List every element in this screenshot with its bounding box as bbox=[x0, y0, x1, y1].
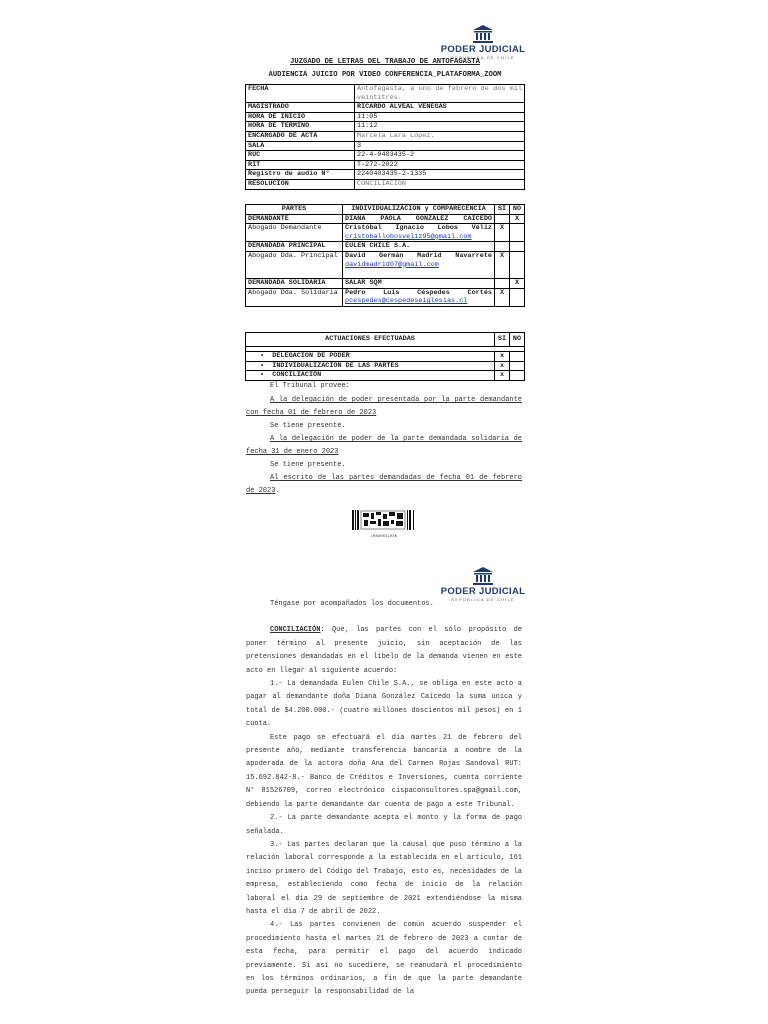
email-link[interactable]: pcespedes@cespedeseiglesias.cl bbox=[345, 297, 468, 306]
clause-3: 3.- Las partes declaran que la causal que puso término a la relación laboral corresponde a la establecida en el artículo, 161 inciso primero del Código del Trabajo, esto es, necesidades de la empresa, estableciendo como fecha de inicio de la relación laboral el día 29 de septiembre de 2021 extendiéndose la misma hasta el día 7 de abril de 2022. bbox=[246, 840, 522, 916]
conciliacion-paragraph: CONCILIACIÓN: Que, las partes con el sólo propósito de poner término al presente juicio, sin aceptación de las pretensiones demandadas en el libelo de la demanda vienen en este acto en llegar al siguiente acuerdo: bbox=[246, 626, 522, 675]
page-2-body bbox=[246, 598, 522, 1000]
parties-table: PARTES INDIVIDUALIZACION y COMPARECENCIA SI NO DEMANDANTE DIANA PAOLA GONZALEZ CAICEDO X Abogado Demandante Cristóbal Ignacio Lobos Véliz cristoballobosveliz95@gmail.com X DEMANDADA PRINCIPAL EULEN CHILE S.A. Abogado Dda. Principal David Germán Madrid Navarrete davidmadrid07@gmail.com X DEMANDADA SOLIDARIA SALAR SQM X Abogado Dda. Solidaria Pedro Luis Céspedes Cortés pcespedes@cespedeseiglesias.cl X bbox=[245, 204, 525, 307]
email-link[interactable]: davidmadrid07@gmail.com bbox=[345, 260, 439, 269]
barcode-text: LMAXHXSLHXN bbox=[370, 535, 398, 539]
tiene-presente-1: Se tiene presente. bbox=[270, 422, 346, 430]
info-row: RUC 22-4-0403435-2 bbox=[246, 151, 525, 161]
document-barcode bbox=[352, 510, 416, 539]
clause-1: 1.- La demandada Eulen Chile S.A., se obliga en este acto a pagar al demandante doña Diana González Caicedo la suma única y total de $4.200.000.- (cuatro millones doscientos mil pesos) en 1 cuota. bbox=[246, 680, 522, 729]
logo-brand: PODER JUDICIAL bbox=[440, 44, 526, 55]
delegation-paragraph-1: A la delegación de poder presentada por la parte demandante con fecha 01 de febrero de 2023 bbox=[246, 396, 522, 418]
info-row: SALA 3 bbox=[246, 141, 525, 151]
party-row: Abogado Dda. Solidaria Pedro Luis Céspedes Cortés pcespedes@cespedeseiglesias.cl X bbox=[246, 288, 525, 306]
courthouse-icon bbox=[472, 566, 494, 586]
party-row: DEMANDADA SOLIDARIA SALAR SQM X bbox=[246, 278, 525, 288]
tribunal-provee: El Tribunal provee: bbox=[270, 382, 350, 390]
acompanados-paragraph: Téngase por acompañados los documentos. bbox=[270, 600, 434, 608]
info-row: MAGISTRADO RICARDO ALVEAL VENEGAS bbox=[246, 103, 525, 113]
action-row: • INDIVIDUALIZACION DE LAS PARTES x bbox=[246, 361, 525, 371]
info-row: HORA DE INICIO 11:05 bbox=[246, 112, 525, 122]
court-title: JUZGADO DE LETRAS DEL TRABAJO DE ANTOFAGASTA bbox=[290, 58, 480, 66]
info-row: HORA DE TERMINO 11:12 bbox=[246, 122, 525, 132]
info-row: RIT T-272-2022 bbox=[246, 160, 525, 170]
info-row: RESOLUCION CONCILIACIÓN bbox=[246, 179, 525, 189]
hearing-title: AUDIENCIA JUICIO POR VIDEO CONFERENCIA_PLATAFORMA_ZOOM bbox=[268, 71, 502, 79]
payment-paragraph: Este pago se efectuará el día martes 21 de febrero del presente año, mediante transferencia bancaria a nombre de la apoderada de la actora doña Ana del Carmen Rojas Sandoval RUT: 15.692.842-8.- Banco de Créditos e Inversiones, cuenta corriente N° 81526709, correo electrónico cispaconsultores.spa@gmail.com, debiendo la parte demandante dar cuenta de pago a este Tribunal. bbox=[246, 733, 522, 809]
hearing-info-table bbox=[245, 84, 525, 190]
party-row: DEMANDANTE DIANA PAOLA GONZALEZ CAICEDO X bbox=[246, 214, 525, 224]
email-link[interactable]: cristoballobosveliz95@gmail.com bbox=[345, 232, 472, 241]
escrito-paragraph: Al escrito de las partes demandadas de fecha 01 de febrero de 2023. bbox=[246, 474, 522, 496]
tiene-presente-2: Se tiene presente. bbox=[270, 461, 346, 469]
poder-judicial-logo bbox=[440, 24, 526, 60]
logo-subtitle: REPÚBLICA DE CHILE bbox=[451, 55, 515, 60]
party-row: Abogado Dda. Principal David Germán Madrid Navarrete davidmadrid07@gmail.com X bbox=[246, 251, 525, 278]
party-row: DEMANDADA PRINCIPAL EULEN CHILE S.A. bbox=[246, 242, 525, 252]
info-row: FECHA Antofagasta, a uno de febrero de dos mil veintitrés. bbox=[246, 85, 525, 103]
party-row: Abogado Demandante Cristóbal Ignacio Lobos Véliz cristoballobosveliz95@gmail.com X bbox=[246, 224, 525, 242]
actions-table: ACTUACIONES EFECTUADAS SI NO • DELEGACION DE PODER x • INDIVIDUALIZACION DE LAS PARTES x • CONCILIACIÓN x bbox=[245, 332, 525, 381]
barcode-icon bbox=[352, 510, 416, 530]
clause-2: 2.- La parte demandante acepta el monto y la forma de pago señalada. bbox=[246, 814, 522, 836]
action-row: • DELEGACION DE PODER x bbox=[246, 352, 525, 362]
poder-judicial-logo-page-2 bbox=[440, 566, 526, 602]
page-separator bbox=[0, 545, 768, 565]
info-row: ENCARGADO DE ACTA Marcela Lara López. bbox=[246, 131, 525, 141]
info-row: Registro de audio N° 2240403435-2-1335 bbox=[246, 170, 525, 180]
delegation-paragraph-2: A la delegación de poder de la parte demandada solidaria de fecha 31 de enero 2023 bbox=[246, 435, 522, 457]
logo-brand: PODER JUDICIAL bbox=[440, 586, 526, 597]
courthouse-icon bbox=[472, 24, 494, 44]
clause-4: 4.- Las partes convienen de común acuerdo suspender el procedimiento hasta el martes 21 de febrero de 2023 a contar de esta fecha, para permitir el pago del acuerdo indicado previamente. Si así no sucediere, se reanudará el procedimiento en los términos ordinarios, a fin de que la parte demandante pueda perseguir la responsabilidad de la bbox=[246, 921, 522, 997]
action-row: • CONCILIACIÓN x bbox=[246, 371, 525, 381]
logo-subtitle: REPÚBLICA DE CHILE bbox=[451, 597, 515, 602]
